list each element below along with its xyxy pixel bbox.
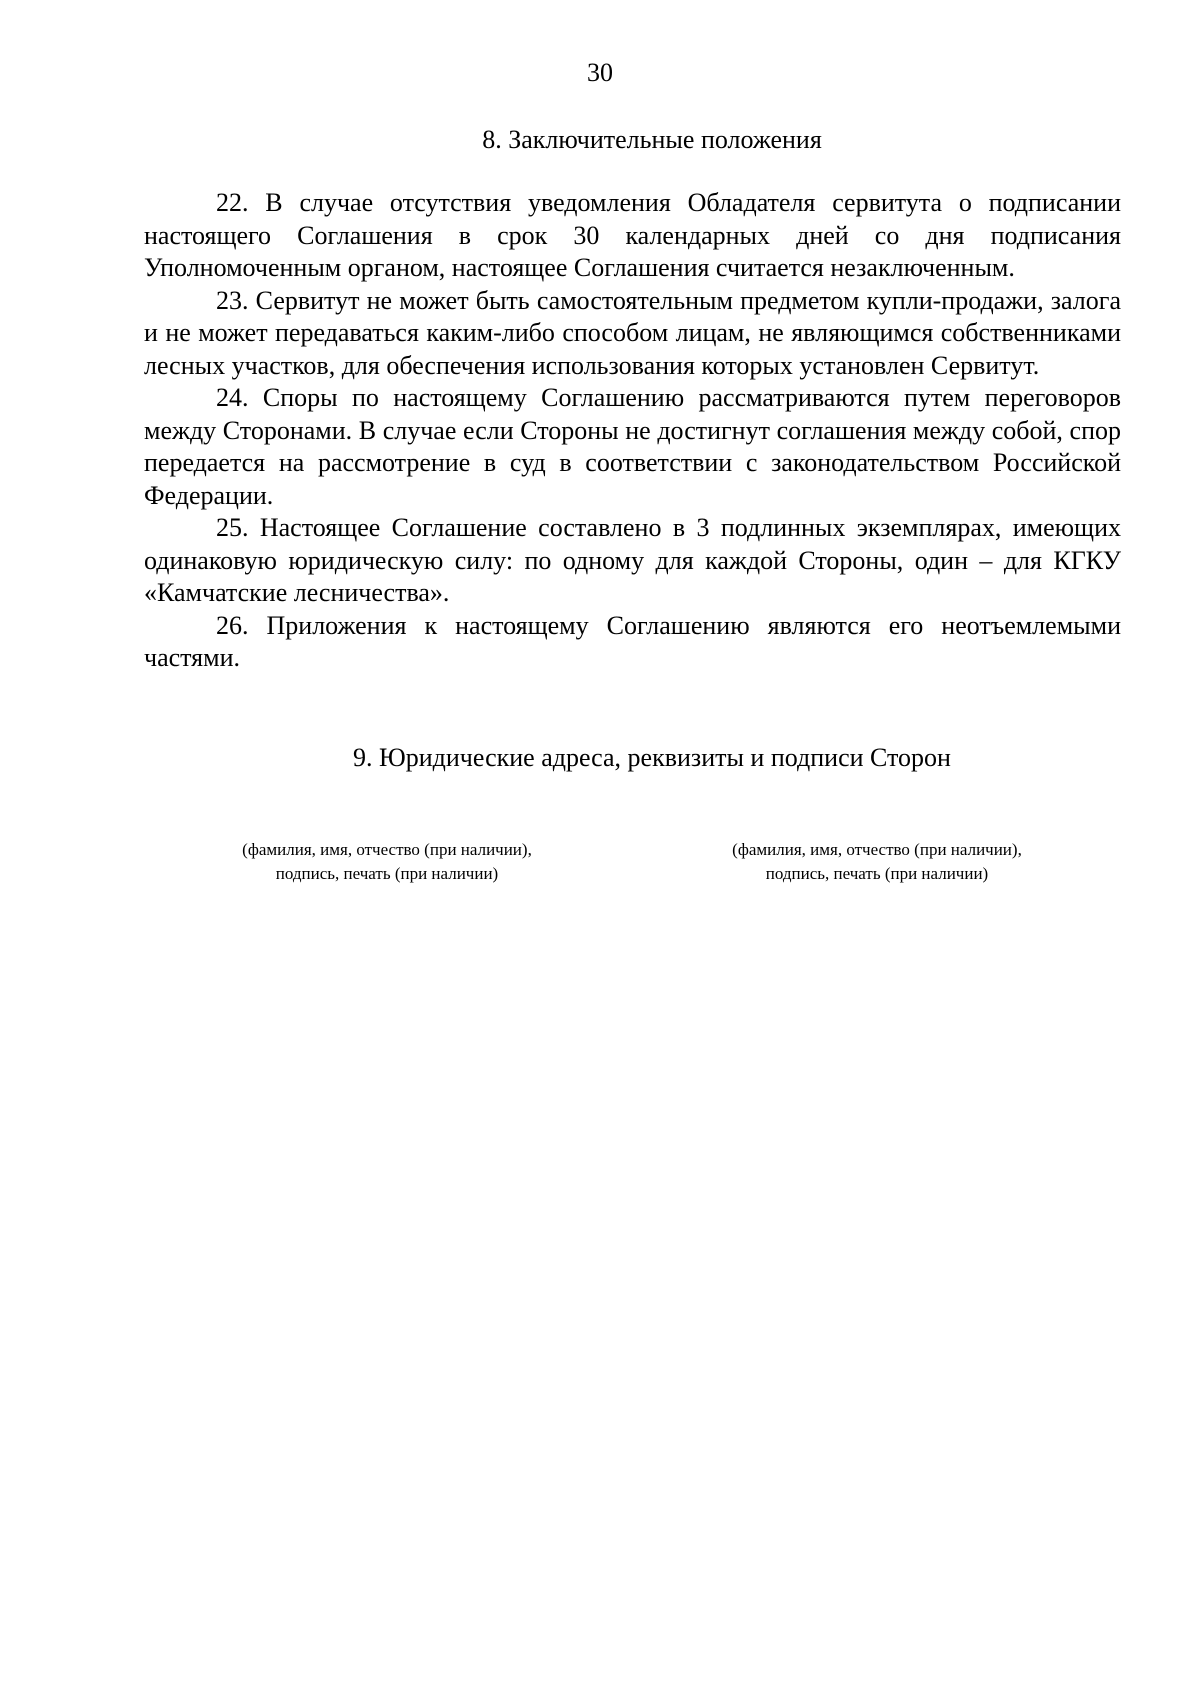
signature-caption-line1: (фамилия, имя, отчество (при наличии),: [732, 840, 1022, 859]
section-8-title: 8. Заключительные положения: [482, 125, 822, 154]
section-9-title: 9. Юридические адреса, реквизиты и подписи Сторон: [353, 743, 951, 772]
paragraph-22: 22. В случае отсутствия уведомления Обладателя сервитута о подписании настоящего Соглашения в срок 30 календарных дней со дня подписания Уполномоченным органом, настоящее Соглашения считается незаключенным.: [144, 188, 1121, 282]
section-8-body: [144, 187, 1121, 675]
signature-caption-line2: подпись, печать (при наличии): [275, 864, 499, 883]
signature-block-left: [177, 838, 597, 886]
paragraph-24: 24. Споры по настоящему Соглашению рассматриваются путем переговоров между Сторонами. В случае если Стороны не достигнут соглашения между собой, спор передается на рассмотрение в суд в соответствии с законодательством Российской Федерации.: [144, 383, 1121, 510]
page-number: 30: [587, 58, 613, 87]
paragraph-25: 25. Настоящее Соглашение составлено в 3 подлинных экземплярах, имеющих одинаковую юридическую силу: по одному для каждой Стороны, один – для КГКУ «Камчатские лесничества».: [144, 513, 1121, 607]
paragraph-23: 23. Сервитут не может быть самостоятельным предметом купли-продажи, залога и не может передаваться каким-либо способом лицам, не являющимся собственниками лесных участков, для обеспечения использования которых установлен Сервитут.: [144, 285, 1121, 380]
signature-caption-line1: (фамилия, имя, отчество (при наличии),: [242, 840, 532, 859]
paragraph-26: 26. Приложения к настоящему Соглашению являются его неотъемлемыми частями.: [144, 610, 1121, 672]
signature-block-right: [667, 838, 1087, 886]
signature-caption-line2: подпись, печать (при наличии): [765, 864, 989, 883]
